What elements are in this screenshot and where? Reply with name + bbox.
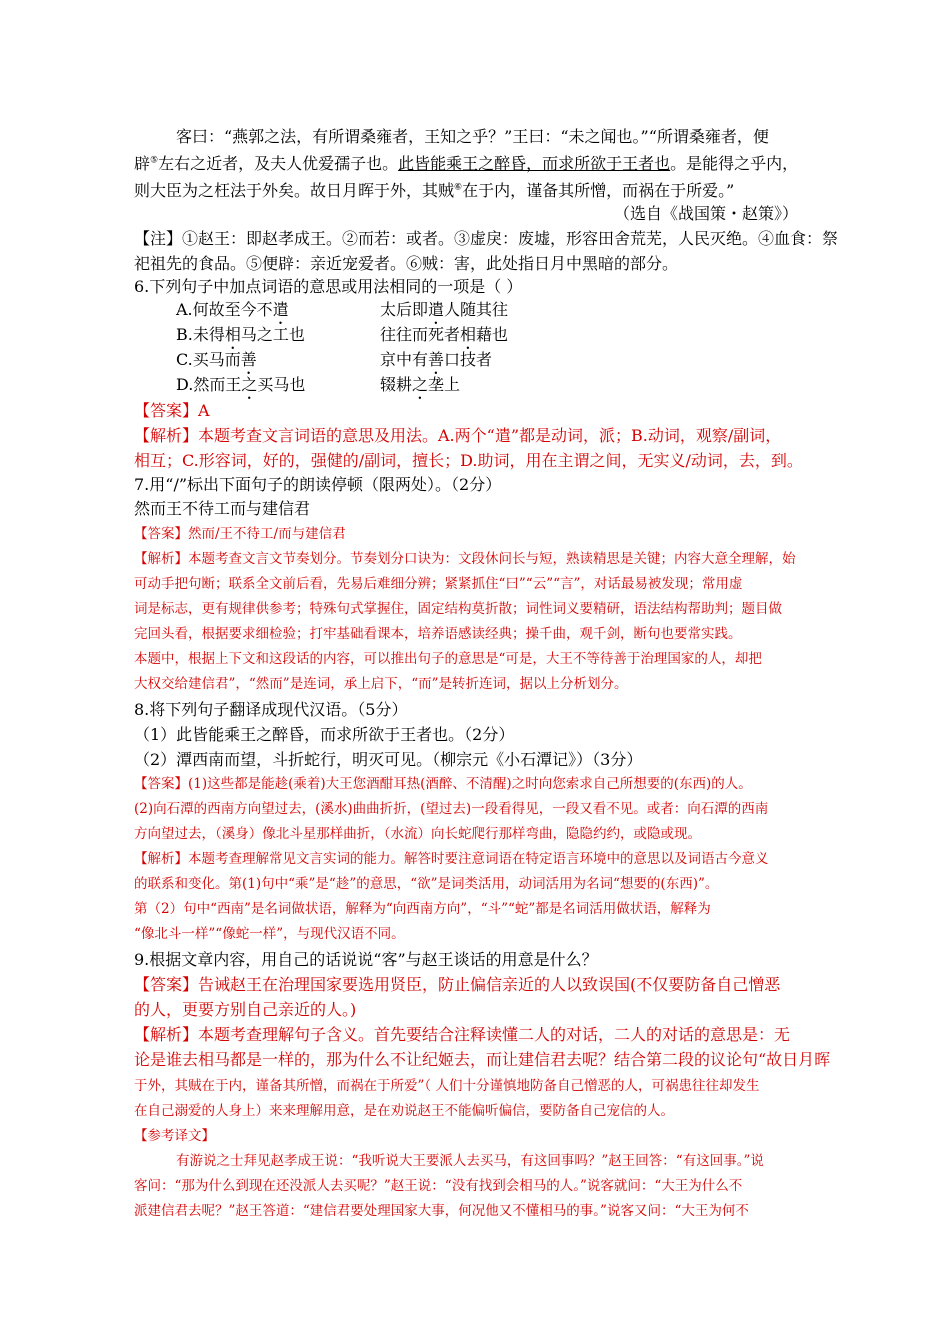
question-9: 9.根据文章内容，用自己的话说说“客”与赵王谈话的用意是什么？ xyxy=(134,950,598,969)
question-8-sentence-1: （1）此皆能乘王之醉昏，而求所欲于王者也。（2分） xyxy=(134,725,515,744)
notes-line: 【注】①赵王：即赵孝成王。②而若：或者。③虚戾：废墟，形容田舍荒芜，人民灭绝。④血食：祭 xyxy=(134,229,839,248)
explanation-8-line: 的联系和变化。第(1)句中“乘”是“趁”的意思，“欲”是词类活用，动词活用为名词“想要的(东西)”。 xyxy=(134,876,719,892)
translation-line: 客问：“那为什么到现在还没派人去买呢？”赵王说：“没有找到会相马的人。”说客就问：“大王为什么不 xyxy=(134,1178,743,1194)
emphasized-word: 之 xyxy=(412,375,429,394)
emphasized-word: 善 xyxy=(240,350,257,369)
passage-text: 则大臣为之枉法于外矣。故日月晖于外，其贼 xyxy=(134,181,455,200)
footnote-marker: ⑥ xyxy=(454,182,463,193)
passage-line: 客曰：“燕郭之法，有所谓桑雍者，王知之乎？”王曰：“未之闻也。”“所谓桑雍者，便 xyxy=(176,127,769,146)
explanation-7-line: 可动手把句断；联系全文前后看，先易后难细分辨；紧紧抓住“曰”“云”“言”，对话最易被发现；常用虚 xyxy=(134,576,743,592)
passage-text: 辟 xyxy=(134,154,151,173)
explanation-9-line: 【解析】本题考查理解句子含义。首先要结合注释读懂二人的对话，二人的对话的意思是：无 xyxy=(134,1025,791,1044)
explanation-9-line: 于外，其贼在于内，谨备其所憎，而祸在于所爱”（ 人们十分谨慎地防备自己憎恶的人，可祸患往往却发生 xyxy=(134,1078,760,1094)
translation-line: 派建信君去呢？”赵王答道：“建信君要处理国家大事，何况他又不懂相马的事。”说客又问：“大王为何不 xyxy=(134,1203,749,1219)
passage-line xyxy=(134,153,798,175)
emphasized-word: 善 xyxy=(428,350,445,369)
explanation-7-line: 【解析】本题考查文言文节奏划分。节奏划分口诀为：文段休问长与短，熟读精思是关键；内容大意全理解，始 xyxy=(134,551,796,567)
emphasized-word: 相 xyxy=(460,325,477,344)
question-8: 8.将下列句子翻译成现代汉语。（5分） xyxy=(134,700,408,719)
question-8-sentence-2: （2）潭西南而望，斗折蛇行，明灭可见。（柳宗元《小石潭记》）（3分） xyxy=(134,750,643,769)
option-a-left: A.何故至今不遣 xyxy=(176,300,289,319)
emphasized-word: 之 xyxy=(241,375,258,394)
explanation-9-line: 在自己溺爱的人身上）来来理解用意，是在劝说赵王不能偏听偏信，要防备自己宠信的人。 xyxy=(134,1103,674,1119)
explanation-6: 相互；C.形容词，好的，强健的/副词，擅长；D.助词，用在主谓之间，无实义/动词，去，到。 xyxy=(134,451,803,470)
passage-text: 左右之近者，及夫人优爱孺子也。 xyxy=(158,154,399,173)
option-c-left: C.买马而善 xyxy=(176,350,257,369)
option-c-right: 京中有善口技者 xyxy=(380,350,493,369)
option-b-right: 往往而死者相藉也 xyxy=(380,325,509,344)
option-d-left: D.然而王之买马也 xyxy=(176,375,306,394)
translation-heading: 【参考译文】 xyxy=(134,1128,215,1144)
option-d-right: 辍耕之垄上 xyxy=(380,375,461,394)
emphasized-word: 遣 xyxy=(428,300,445,319)
passage-text: 。是能得之乎内， xyxy=(670,154,799,173)
explanation-9-line: 论是谁去相马都是一样的，那为什么不让纪姬去，而让建信君去呢？结合第二段的议论句“故日月晖 xyxy=(134,1050,831,1069)
explanation-7-line: 词是标志，更有规律供参考；特殊句式掌握住，固定结构莫折散；词性词义要精研，语法结构帮助判；题目做 xyxy=(134,601,782,617)
option-b-left: B.未得相马之工也 xyxy=(176,325,305,344)
answer-9-line: 【答案】告诫赵王在治理国家要选用贤臣，防止偏信亲近的人以致误国(不仅要防备自己憎恶 xyxy=(134,975,781,994)
answer-6: 【答案】A xyxy=(134,401,210,420)
footnote-marker: ⑤ xyxy=(150,155,159,166)
explanation-7-line: 完回头看，根据要求细检验；打牢基础看课本，培养语感读经典；操千曲，观千剑，断句也要常实践。 xyxy=(134,626,742,642)
explanation-8-line: 第（2）句中“西南”是名词做状语，解释为“向西南方向”，“斗”“蛇”都是名词活用做状语，解释为 xyxy=(134,901,711,917)
translation-line: 有游说之士拜见赵孝成王说：“我听说大王要派人去买马，有这回事吗？”赵王回答：“有这回事。”说 xyxy=(176,1153,764,1169)
answer-8-line: 方向望过去，（溪身）像北斗星那样曲折，（水流）向长蛇爬行那样弯曲，隐隐约约，或隐或现。 xyxy=(134,826,701,842)
underlined-sentence: 此皆能乘王之醉昏，而求所欲于王者也 xyxy=(398,154,671,173)
passage-line xyxy=(134,180,734,202)
explanation-8-line: 【解析】本题考查理解常见文言实词的能力。解答时要注意词语在特定语言环境中的意思以及词语古今意义 xyxy=(134,851,769,867)
answer-9-line: 的人，更要方别自己亲近的人。) xyxy=(134,1000,357,1019)
answer-8-line: (2)向石潭的西南方向望过去，(溪水)曲曲折折，(望过去)一段看得见，一段又看不见。或者：向石潭的西南 xyxy=(134,801,769,817)
passage-text: 在于内，谨备其所憎，而祸在于所爱。” xyxy=(462,181,735,200)
question-6: 6.下列句子中加点词语的意思或用法相同的一项是（ ） xyxy=(134,277,523,296)
notes-line: 祀祖先的食品。⑤便辟：亲近宠爱者。⑥贼：害，此处指日月中黑暗的部分。 xyxy=(134,254,679,273)
explanation-6: 【解析】本题考查文言词语的意思及用法。A.两个“遣”都是动词，派；B.动词，观察/副词， xyxy=(134,426,782,445)
emphasized-word: 相 xyxy=(224,325,241,344)
answer-8-line: 【答案】(1)这些都是能趁(乘着)大王您酒酣耳热(酒醉、不清醒)之时向您索求自己所想要的(东西)的人。 xyxy=(134,776,752,792)
emphasized-word: 遣 xyxy=(272,300,289,319)
question-7-sentence: 然而王不待工而与建信君 xyxy=(134,499,311,518)
source-citation: （选自《战国策・赵策》） xyxy=(614,204,799,223)
option-a-right: 太后即遣人随其往 xyxy=(380,300,509,319)
explanation-7-line: 大权交给建信君”，“然而”是连词，承上启下，“而”是转折连词，据以上分析划分。 xyxy=(134,676,628,692)
explanation-7-line: 本题中，根据上下文和这段话的内容，可以推出句子的意思是“可是，大王不等待善于治理国家的人，却把 xyxy=(134,651,762,667)
explanation-8-line: “像北斗一样”“像蛇一样”，与现代汉语不同。 xyxy=(134,926,405,942)
question-7: 7.用“/”标出下面句子的朗读停顿（限两处）。（2分） xyxy=(134,475,502,494)
answer-7: 【答案】然而/王不待工/而与建信君 xyxy=(134,526,346,542)
